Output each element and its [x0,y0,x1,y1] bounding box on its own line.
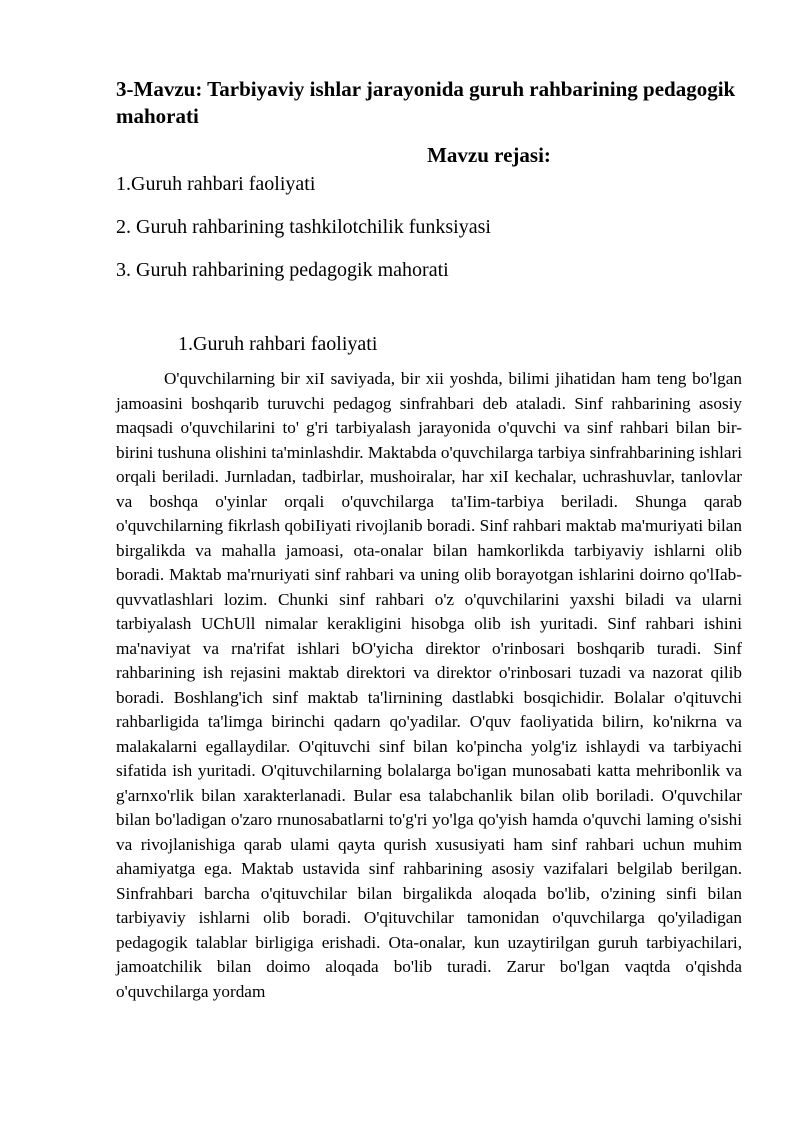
body-paragraph: O'quvchilarning bir xiI saviyada, bir xii yoshda, bilimi jihatidan ham teng bo'lgan jamoasini boshqarib turuvchi pedagog sinfrahbari deb ataladi. Sinf rahbarining asosiy maqsadi o'quvchilarini to' g'ri tarbiyalash jarayonida o'quvchi va sinf rahbari bilan bir-birini tushuna olishini ta'minlashdir. Maktabda o'quvchilarga tarbiya sinfrahbarining ishlari orqali beriladi. Jurnladan, tadbirlar, mushoiralar, har xiI kechalar, uchrashuvlar, tanlovlar va boshqa o'yinlar orqali o'quvchilarga ta'Iim-tarbiya beriladi. Shunga qarab o'quvchilarning fikrlash qobiIiyati rivojlanib boradi. Sinf rahbari maktab ma'muriyati bilan birgalikda va mahalla jamoasi, ota-onalar bilan hamkorlikda tarbiyaviy ishlarni olib boradi. Maktab ma'rnuriyati sinf rahbari va uning olib borayotgan ishlarini doirno qo'lIab-quvvatlashlari lozim. Chunki sinf rahbari o'z o'quvchilarini yaxshi biladi va ularni tarbiyalash UChUll nimalar kerakligini hisobga olib ish yuritadi. Sinf rahbari ishini ma'naviyat va rna'rifat ishlari bO'yicha direktor o'rinbosari boshqarib turadi. Sinf rahbarining ish rejasini maktab direktori va direktor o'rinbosari tuzadi va nazorat qilib boradi. Boshlang'ich sinf maktab ta'lirnining dastlabki bosqichidir. Bolalar o'qituvchi rahbarligida ta'limga birinchi qadarn qo'yadilar. O'quv faoliyatida bilirn, ko'nikrna va malakalarni egallaydilar. O'qituvchi sinf bilan ko'pincha yolg'iz ishlaydi va tarbiyachi sifatida ish yuritadi. O'qituvchilarning bolalarga bo'igan munosabati katta mehribonlik va g'arnxo'rlik bilan xarakterlanadi. Bular esa talabchanlik bilan olib boriladi. O'quvchilar bilan bo'ladigan o'zaro rnunosabatlarni to'g'ri yo'lga qo'yish hamda o'quvchi laming o'sishi va rivojlanishiga qarab ulami qayta qurish xususiyati ham sinf rahbari uchun muhim ahamiyatga ega. Maktab ustavida sinf rahbarining asosiy vazifalari belgilab berilgan. Sinfrahbari barcha o'qituvchilar bilan birgalikda aloqada bo'lib, o'zining sinfi bilan tarbiyaviy ishlarni olib boradi. O'qituvchilar tamonidan o'quvchilarga qo'yiladigan pedagogik talablar birligiga erishadi. Ota-onalar, kun uzaytirilgan guruh tarbiyachilari, jamoatchilik bilan doimo aloqada bo'lib turadi. Zarur bo'lgan vaqtda o'qishda o'quvchilarga yordam [116,369,742,1001]
plan-item-1: 1.Guruh rahbari faoliyati [116,173,316,195]
plan-list [116,171,742,283]
section-heading: 1.Guruh rahbari faoliyati [178,333,378,355]
plan-item-3: 3. Guruh rahbarining pedagogik mahorati [116,259,449,281]
document-page [116,72,742,1004]
plan-item-2: 2. Guruh rahbarining tashkilotchilik funksiyasi [116,216,491,238]
document-title: 3-Mavzu: Tarbiyaviy ishlar jarayonida guruh rahbarining pedagogik mahorati [116,77,736,128]
plan-heading: Mavzu rejasi: [427,143,551,167]
